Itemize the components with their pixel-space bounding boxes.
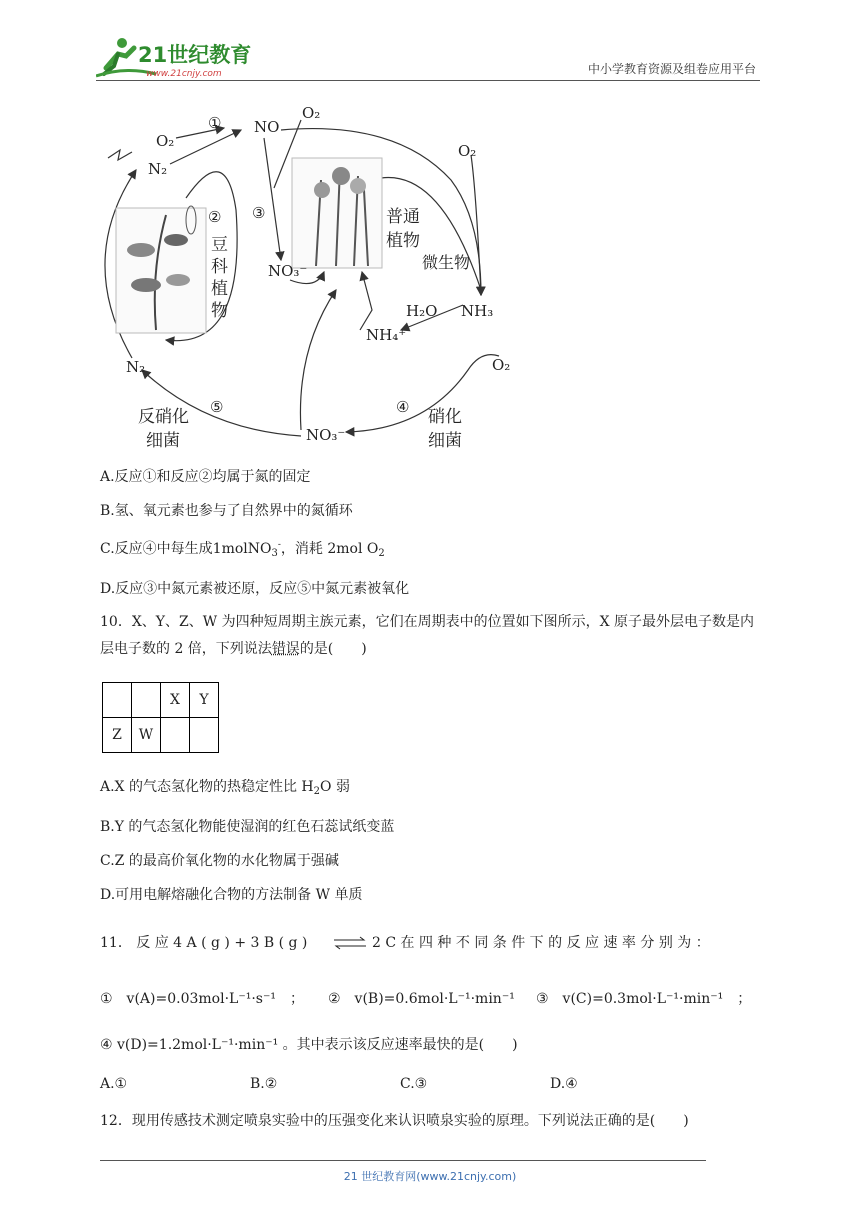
footer-divider — [100, 1160, 706, 1161]
q10-option-a — [100, 776, 350, 797]
q11-stem-a: 11． 反 应 4 A ( g ) + 3 B ( g ) — [100, 935, 308, 951]
label-circ5: ⑤ — [210, 398, 224, 416]
logo-text: 21世纪教育 — [138, 43, 252, 67]
q10-a-post: O 弱 — [320, 779, 350, 795]
q10-a-pre: A.X 的气态氢化物的热稳定性比 H — [100, 779, 314, 795]
ordinary-plant-icon — [292, 158, 382, 268]
label-no3-mid: NO₃⁻ — [268, 262, 308, 280]
q10-a-sub: 2 — [313, 786, 321, 797]
table-cell — [132, 683, 161, 718]
q11-rate-1: ① v(A)=0.03mol·L⁻¹·s⁻¹ ； — [100, 991, 304, 1007]
nitrogen-cycle-diagram — [96, 100, 516, 460]
label-microbe: 微生物 — [422, 253, 471, 272]
table-cell: Y — [190, 683, 219, 718]
periodic-table-fragment — [102, 682, 219, 753]
label-no3-bottom: NO₃⁻ — [306, 426, 346, 444]
q9-c-sub: 3 — [271, 548, 278, 559]
table-row — [103, 718, 219, 753]
q10-option-d: D.可用电解熔融化合物的方法制备 W 单质 — [100, 887, 363, 903]
label-nitrify-1: 细菌 — [428, 431, 462, 451]
q12-stem: 12．现用传感技术测定喷泉实验中的压强变化来认识喷泉实验的原理。下列说法正确的是( ) — [100, 1113, 689, 1129]
q9-option-b: B.氢、氧元素也参与了自然界中的氮循环 — [100, 503, 353, 519]
table-cell — [190, 718, 219, 753]
header-platform-text: 中小学教育资源及组卷应用平台 — [587, 62, 756, 76]
table-cell — [161, 718, 190, 753]
q11-rate-2: ② v(B)=0.6mol·L⁻¹·min⁻¹ — [328, 991, 515, 1007]
header-divider — [96, 80, 760, 81]
q11-option-a: A.① — [100, 1076, 128, 1092]
label-no: NO — [254, 118, 280, 136]
q9-c-mid: ，消耗 2mol O — [280, 541, 379, 557]
label-o2-top: O₂ — [302, 104, 321, 122]
q10-stem-emph: 错误 — [271, 641, 300, 657]
q10-stem-b: 的是( ) — [299, 641, 367, 657]
label-circ1: ① — [208, 114, 222, 132]
label-nh4: NH₄⁺ — [366, 326, 407, 344]
table-cell: X — [161, 683, 190, 718]
q10-stem — [100, 609, 760, 663]
q9-option-d: D.反应③中氮元素被还原，反应⑤中氮元素被氧化 — [100, 581, 410, 597]
q9-c-sub2: 2 — [378, 548, 385, 559]
q10-stem-a: 10．X、Y、Z、W 为四种短周期主族元素，它们在周期表中的位置如下图所示，X 原子最外层电子数是内层电子数的 2 倍，下列说法 — [100, 614, 755, 657]
label-legume-1: 科 — [211, 257, 228, 277]
label-nh3: NH₃ — [461, 302, 494, 320]
footer-site-link[interactable]: 21 世纪教育网(www.21cnjy.com) — [343, 1170, 517, 1183]
q10-option-b: B.Y 的气态氢化物能使湿润的红色石蕊试纸变蓝 — [100, 819, 395, 835]
legume-plant-icon — [116, 206, 206, 333]
reversible-arrow-icon — [332, 936, 368, 950]
table-cell — [103, 683, 132, 718]
label-n2-bottom: N₂ — [126, 358, 146, 376]
label-legume-3: 物 — [211, 301, 228, 321]
label-denitrify-1: 细菌 — [146, 431, 180, 451]
label-ordinary-plant-0: 普通 — [386, 207, 420, 227]
label-denitrify-0: 反硝化 — [138, 407, 189, 427]
label-nitrify-0: 硝化 — [428, 407, 462, 427]
label-circ2: ② — [208, 208, 222, 226]
label-circ3: ③ — [252, 204, 266, 222]
label-o2-left: O₂ — [156, 132, 175, 150]
site-logo — [96, 36, 266, 80]
label-circ4: ④ — [396, 398, 410, 416]
lightning-icon — [108, 150, 132, 160]
table-cell: Z — [103, 718, 132, 753]
label-o2-bottom-right: O₂ — [492, 356, 511, 374]
q11-option-c: C.③ — [400, 1076, 428, 1092]
q9-c-pre: C.反应④中每生成1molNO — [100, 541, 272, 557]
label-ordinary-plant-1: 植物 — [386, 231, 420, 251]
label-legume-2: 植 — [211, 279, 228, 299]
table-row — [103, 683, 219, 718]
table-cell: W — [132, 718, 161, 753]
q11-option-b: B.② — [250, 1076, 278, 1092]
q11-stem-b: 2 C 在 四 种 不 同 条 件 下 的 反 应 速 率 分 别 为 ： — [372, 935, 710, 951]
q9-c-sup: - — [277, 540, 281, 550]
label-o2-right: O₂ — [458, 142, 477, 160]
q11-rate-3: ③ v(C)=0.3mol·L⁻¹·min⁻¹ ； — [536, 991, 752, 1007]
q10-option-c: C.Z 的最高价氧化物的水化物属于强碱 — [100, 853, 339, 869]
q9-option-a: A.反应①和反应②均属于氮的固定 — [100, 469, 311, 485]
label-n2-top: N₂ — [148, 160, 168, 178]
logo-url: www.21cnjy.com — [146, 69, 222, 79]
q11-rate-4: ④ v(D)=1.2mol·L⁻¹·min⁻¹ 。其中表示该反应速率最快的是( ) — [100, 1037, 518, 1053]
label-h2o: H₂O — [406, 302, 438, 320]
q11-option-d: D.④ — [550, 1076, 578, 1092]
label-legume-0: 豆 — [211, 235, 228, 255]
q9-option-c — [100, 538, 385, 559]
